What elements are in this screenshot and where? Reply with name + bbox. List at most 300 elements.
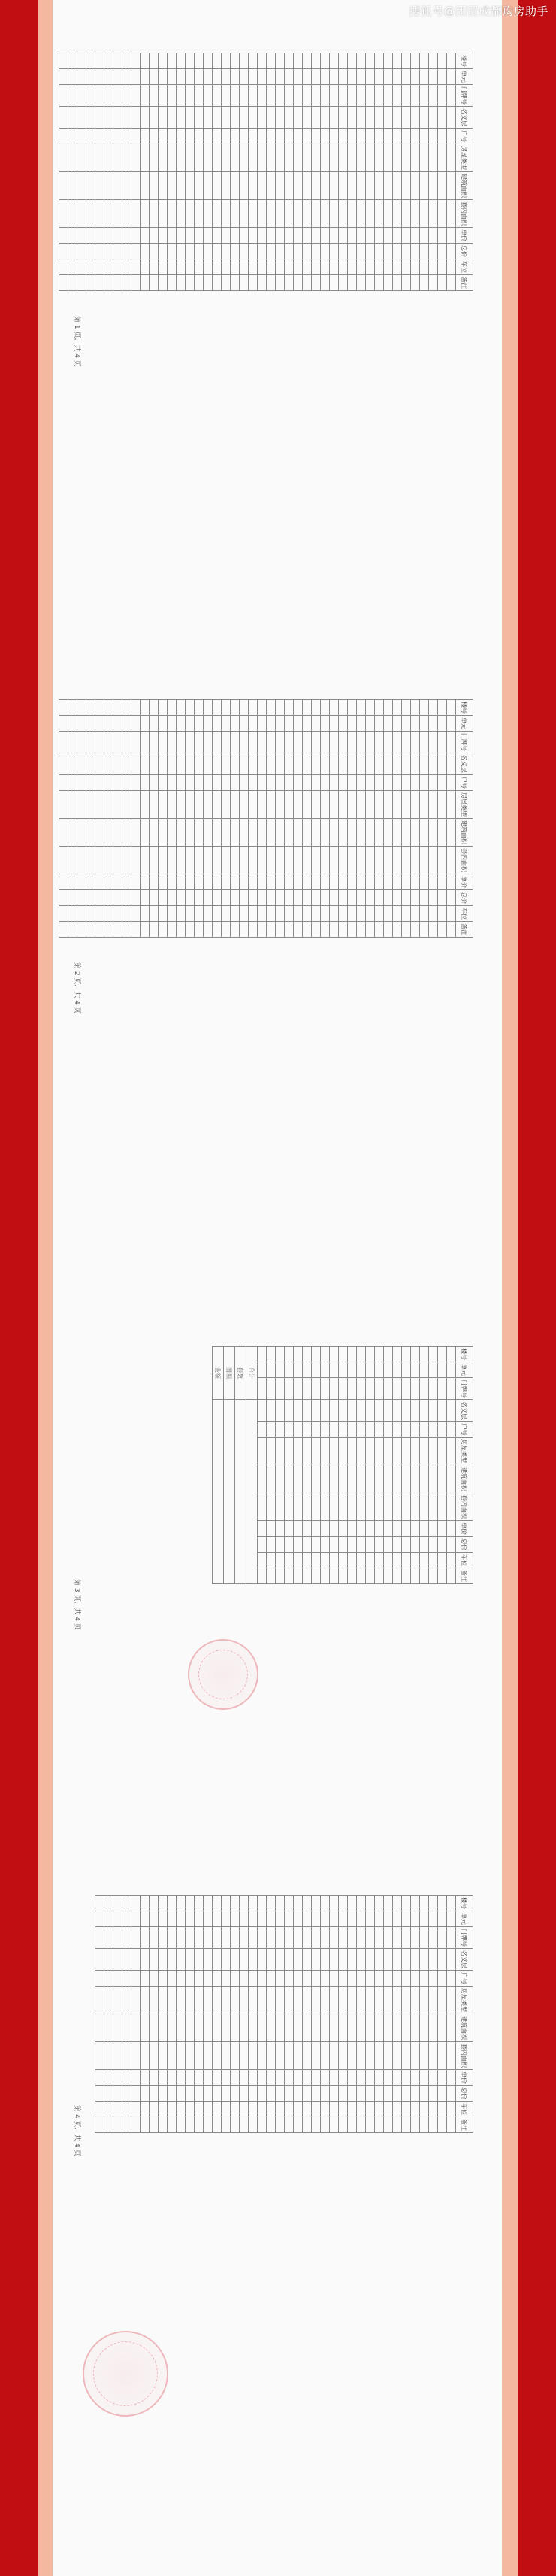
table-cell [348,2086,357,2102]
table-cell [438,259,447,275]
table-cell [366,69,375,85]
table-cell [312,200,321,228]
table-cell [131,129,141,144]
table-cell [411,1378,420,1400]
table-cell [213,1971,222,1987]
table-cell [348,1438,357,1465]
official-seal-stamp [83,2331,168,2417]
table-cell [86,922,95,938]
table-cell [150,1949,159,1971]
table-cell [366,144,375,172]
table-cell [312,1438,321,1465]
table-cell [177,275,186,291]
table-cell [77,847,86,874]
table-cell [159,732,168,753]
table-cell [429,107,438,129]
table-cell [348,922,357,938]
table-cell [339,922,348,938]
table-cell [213,228,222,244]
table-cell [402,775,411,791]
table-cell [267,847,276,874]
table-row [113,700,122,938]
table-cell [339,1422,348,1438]
table-cell [321,144,330,172]
table-cell [411,890,420,906]
table-row [195,700,204,938]
table-cell [95,890,104,906]
table-cell [357,775,366,791]
table-cell [276,1465,285,1493]
table-cell [267,200,276,228]
table-cell [195,129,204,144]
table-cell [95,144,104,172]
table-cell [177,1987,186,2014]
table-cell [303,753,312,775]
table-cell [438,2042,447,2070]
table-cell [285,1949,294,1971]
table-cell [159,700,168,716]
table-cell [195,1927,204,1949]
table-cell [411,1347,420,1362]
table-cell [294,2070,303,2086]
table-cell [95,2117,104,2133]
table-cell [294,1568,303,1584]
table-cell [357,85,366,107]
table-cell [285,172,294,200]
table-cell [276,847,285,874]
table-cell [285,2042,294,2070]
table-cell [330,1422,339,1438]
table-cell [258,1493,267,1521]
table-cell [104,200,113,228]
table-cell [438,1911,447,1927]
table-cell [131,85,141,107]
table-row [438,700,447,938]
table-cell [131,1911,141,1927]
table-cell [186,53,195,69]
column-header: 车位 [456,259,473,275]
table-cell [113,2102,122,2117]
table-cell [366,1422,375,1438]
table-cell [150,1896,159,1911]
table-row [249,53,258,291]
table-cell [384,2014,393,2042]
table-cell [348,890,357,906]
table-cell [402,144,411,172]
page-number-label: 第 4 页，共 4 页 [73,2105,80,2156]
table-cell [258,2042,267,2070]
table-cell [240,2014,249,2042]
table-cell [131,275,141,291]
table-cell [59,906,68,922]
table-cell [77,890,86,906]
table-cell [429,874,438,890]
table-cell [285,1378,294,1400]
table-cell [122,2014,131,2042]
table-cell [321,1347,330,1362]
table-cell [285,1896,294,1911]
table-cell [131,732,141,753]
table-cell [222,874,231,890]
table-row [231,700,240,938]
table-cell [402,1927,411,1949]
table-cell [113,791,122,819]
table-cell [213,85,222,107]
table-cell [402,906,411,922]
table-row [330,1347,339,1584]
table-cell [213,2014,222,2042]
table-cell [249,1911,258,1927]
table-cell [141,1987,150,2014]
table-cell [420,1521,429,1537]
table-cell [438,275,447,291]
table-cell [438,2070,447,2086]
table-cell [438,775,447,791]
table-cell [312,1896,321,1911]
table-cell [312,244,321,259]
table-cell [213,144,222,172]
table-row [384,1347,393,1584]
table-cell [204,753,213,775]
table-cell [393,1553,402,1568]
table-cell [231,890,240,906]
table-cell [258,700,267,716]
table-cell [113,753,122,775]
table-cell [384,53,393,69]
table-cell [384,228,393,244]
table-cell [411,172,420,200]
column-header: 房屋类型 [456,144,473,172]
table-cell [375,228,384,244]
table-cell [285,1927,294,1949]
table-cell [240,847,249,874]
table-cell [375,244,384,259]
table-cell [95,228,104,244]
table-cell [150,775,159,791]
table-cell [285,2014,294,2042]
table-cell [267,2117,276,2133]
table-cell [321,1493,330,1521]
table-cell [68,107,77,129]
table-cell [285,53,294,69]
table-cell [77,200,86,228]
table-row [249,700,258,938]
table-cell [186,775,195,791]
table-row [168,700,177,938]
table-cell [321,2014,330,2042]
table-cell [420,144,429,172]
table-cell [420,1553,429,1568]
table-cell [68,922,77,938]
table-cell [186,716,195,732]
table-cell [177,1927,186,1949]
column-header: 门牌号 [456,1927,473,1949]
table-cell [375,144,384,172]
table-row [330,53,339,291]
table-cell [330,1537,339,1553]
table-cell [150,228,159,244]
table-cell [267,775,276,791]
table-cell [195,1896,204,1911]
table-cell [393,753,402,775]
table-cell [438,753,447,775]
table-cell [375,1438,384,1465]
table-cell [348,1400,357,1422]
table-cell [122,791,131,819]
table-cell [95,1927,104,1949]
table-row [303,1896,312,2133]
table-cell [411,1911,420,1927]
table-cell [150,874,159,890]
table-cell [122,144,131,172]
table-cell [312,2117,321,2133]
table-cell [222,732,231,753]
table-cell [276,1537,285,1553]
table-header-row [456,1896,473,2133]
table-cell [141,107,150,129]
table-cell [384,791,393,819]
table-cell [330,700,339,716]
table-cell [420,228,429,244]
table-cell [321,1422,330,1438]
table-cell [420,1493,429,1521]
table-cell [303,700,312,716]
table-cell [195,922,204,938]
summary-value [235,1400,246,1584]
table-cell [393,1362,402,1378]
table-row [159,700,168,938]
table-cell [366,1347,375,1362]
table-cell [366,1465,375,1493]
table-cell [122,922,131,938]
table-cell [159,1896,168,1911]
table-cell [258,1521,267,1537]
table-cell [95,2042,104,2070]
table-cell [384,1400,393,1422]
table-cell [95,275,104,291]
table-cell [168,847,177,874]
table-cell [231,906,240,922]
table-cell [222,172,231,200]
table-cell [131,244,141,259]
table-cell [420,922,429,938]
table-row [276,1896,285,2133]
table-cell [312,2014,321,2042]
table-cell [420,732,429,753]
table-cell [447,2102,456,2117]
table-cell [303,906,312,922]
table-cell [294,107,303,129]
table-cell [113,1911,122,1927]
table-cell [231,85,240,107]
table-cell [366,2086,375,2102]
table-row [177,700,186,938]
table-cell [267,700,276,716]
table-cell [213,922,222,938]
table-cell [258,732,267,753]
table-cell [285,2086,294,2102]
table-cell [141,906,150,922]
table-cell [348,847,357,874]
table-cell [276,2102,285,2117]
table-cell [330,874,339,890]
table-cell [141,716,150,732]
table-cell [303,2042,312,2070]
table-cell [131,2070,141,2086]
column-header: 名义层 [456,1949,473,1971]
table-row [375,1347,384,1584]
table-cell [258,2086,267,2102]
table-cell [429,700,438,716]
table-cell [59,791,68,819]
table-cell [303,890,312,906]
table-cell [429,732,438,753]
table-cell [267,2086,276,2102]
table-cell [122,200,131,228]
table-cell [222,2070,231,2086]
table-cell [366,1553,375,1568]
table-cell [122,819,131,847]
table-cell [339,819,348,847]
table-cell [249,275,258,291]
table-row [438,1896,447,2133]
table-cell [411,144,420,172]
table-row [95,700,104,938]
table-cell [68,775,77,791]
table-cell [402,1911,411,1927]
table-cell [258,1400,267,1422]
table-cell [411,1537,420,1553]
table-row [348,53,357,291]
table-cell [86,847,95,874]
column-header: 门牌号 [456,732,473,753]
table-cell [68,200,77,228]
table-cell [384,2042,393,2070]
table-cell [122,228,131,244]
table-cell [294,85,303,107]
table-cell [294,1987,303,2014]
table-cell [375,1949,384,1971]
table-cell [312,1911,321,1927]
table-cell [339,1971,348,1987]
column-header: 名义层 [456,107,473,129]
table-cell [122,874,131,890]
table-cell [294,922,303,938]
table-cell [95,200,104,228]
table-cell [375,1911,384,1927]
table-cell [438,700,447,716]
table-cell [330,2086,339,2102]
table-cell [420,1378,429,1400]
table-row [141,700,150,938]
table-cell [177,1949,186,1971]
column-header: 建筑面积 [456,1465,473,1493]
table-cell [249,172,258,200]
table-cell [402,2086,411,2102]
table-cell [411,700,420,716]
table-cell [95,775,104,791]
table-cell [285,1400,294,1422]
table-cell [294,129,303,144]
table-cell [348,732,357,753]
table-cell [411,1971,420,1987]
table-cell [240,732,249,753]
table-cell [321,1378,330,1400]
table-cell [447,1971,456,1987]
table-cell [204,2102,213,2117]
rotated-table-wrapper [59,699,473,938]
table-cell [177,2042,186,2070]
table-cell [258,1911,267,1927]
table-cell [402,2070,411,2086]
table-cell [348,1493,357,1521]
table-cell [357,732,366,753]
table-row [186,53,195,291]
table-cell [420,753,429,775]
table-cell [258,1465,267,1493]
table-cell [312,1465,321,1493]
table-cell [312,791,321,819]
table-cell [95,2014,104,2042]
table-cell [429,906,438,922]
table-cell [348,1911,357,1927]
table-cell [122,1987,131,2014]
column-header: 名义层 [456,1400,473,1422]
table-cell [321,922,330,938]
table-cell [321,1553,330,1568]
table-cell [213,53,222,69]
table-cell [294,847,303,874]
table-cell [113,1927,122,1949]
table-row [150,53,159,291]
table-cell [429,819,438,847]
table-cell [240,200,249,228]
table-cell [393,1465,402,1493]
table-cell [159,53,168,69]
table-cell [204,129,213,144]
column-header: 户号 [456,775,473,791]
table-cell [204,890,213,906]
table-cell [393,69,402,85]
table-cell [104,775,113,791]
table-cell [258,890,267,906]
table-cell [267,1378,276,1400]
table-cell [411,819,420,847]
table-cell [366,275,375,291]
table-cell [294,1553,303,1568]
table-row [348,1896,357,2133]
column-header: 房屋类型 [456,1987,473,2014]
table-row [429,1896,438,2133]
table-cell [294,1971,303,1987]
table-cell [348,1949,357,1971]
table-cell [339,1911,348,1927]
table-cell [231,107,240,129]
table-cell [366,700,375,716]
table-cell [375,819,384,847]
table-cell [213,2042,222,2070]
table-cell [141,275,150,291]
table-cell [303,874,312,890]
table-cell [285,906,294,922]
table-cell [240,1927,249,1949]
table-cell [86,906,95,922]
table-cell [312,2086,321,2102]
table-cell [339,2014,348,2042]
table-cell [213,129,222,144]
table-cell [438,1422,447,1438]
table-cell [258,906,267,922]
